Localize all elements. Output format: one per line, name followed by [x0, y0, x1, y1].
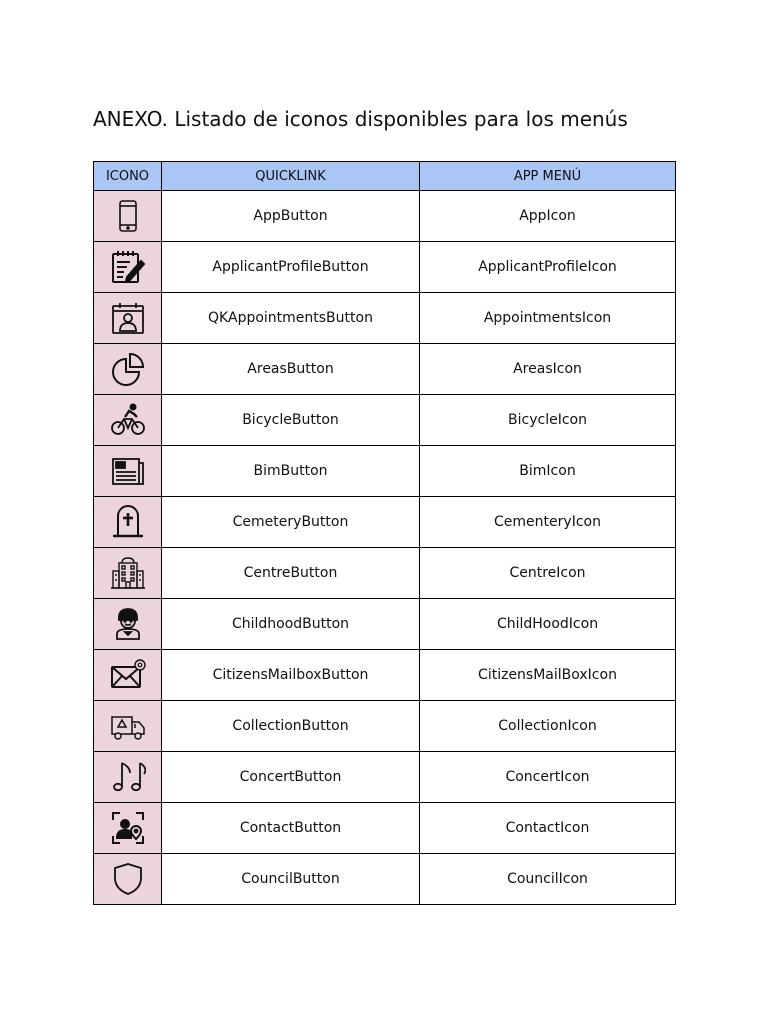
tombstone-cross-icon	[110, 504, 146, 540]
table-row	[94, 344, 676, 395]
app-menu-cell: ChildHoodIcon	[420, 599, 676, 650]
building-icon	[110, 555, 146, 591]
quicklink-cell: ApplicantProfileButton	[162, 242, 420, 293]
recycling-truck-icon	[110, 708, 146, 744]
table-row	[94, 395, 676, 446]
table-row	[94, 242, 676, 293]
quicklink-cell: BicycleButton	[162, 395, 420, 446]
table-row	[94, 752, 676, 803]
table-row	[94, 854, 676, 905]
table-row	[94, 548, 676, 599]
quicklink-cell: AreasButton	[162, 344, 420, 395]
shield-icon	[110, 861, 146, 897]
quicklink-cell: BimButton	[162, 446, 420, 497]
icon-cell	[94, 446, 162, 497]
icon-cell	[94, 293, 162, 344]
table-row	[94, 293, 676, 344]
table-row	[94, 701, 676, 752]
icon-cell	[94, 701, 162, 752]
app-menu-cell: CollectionIcon	[420, 701, 676, 752]
calendar-person-icon	[110, 300, 146, 336]
quicklink-cell: ChildhoodButton	[162, 599, 420, 650]
app-menu-cell: CouncilIcon	[420, 854, 676, 905]
icon-cell	[94, 548, 162, 599]
table-row	[94, 191, 676, 242]
icon-cell	[94, 497, 162, 548]
icon-cell	[94, 752, 162, 803]
quicklink-cell: CouncilButton	[162, 854, 420, 905]
envelope-at-icon	[110, 657, 146, 693]
icon-cell	[94, 395, 162, 446]
app-menu-cell: ContactIcon	[420, 803, 676, 854]
bicycle-rider-icon	[110, 402, 146, 438]
newspaper-icon	[110, 453, 146, 489]
table-header-row	[94, 162, 676, 191]
icon-cell	[94, 854, 162, 905]
pie-chart-icon	[110, 351, 146, 387]
quicklink-cell: QKAppointmentsButton	[162, 293, 420, 344]
app-menu-cell: BicycleIcon	[420, 395, 676, 446]
icon-table	[93, 161, 676, 905]
icon-cell	[94, 599, 162, 650]
table-row	[94, 650, 676, 701]
music-note-icon	[110, 759, 146, 795]
page-title: ANEXO. Listado de iconos disponibles para los menús	[93, 107, 628, 131]
quicklink-cell: CemeteryButton	[162, 497, 420, 548]
app-menu-cell: BimIcon	[420, 446, 676, 497]
icon-cell	[94, 344, 162, 395]
quicklink-cell: AppButton	[162, 191, 420, 242]
icon-cell	[94, 650, 162, 701]
app-menu-cell: CitizensMailBoxIcon	[420, 650, 676, 701]
app-menu-cell: CementeryIcon	[420, 497, 676, 548]
notepad-pencil-icon	[110, 249, 146, 285]
quicklink-cell: ConcertButton	[162, 752, 420, 803]
quicklink-cell: CentreButton	[162, 548, 420, 599]
app-menu-cell: AppointmentsIcon	[420, 293, 676, 344]
table-row	[94, 497, 676, 548]
table-row	[94, 803, 676, 854]
column-header-app-menu: APP MENÚ	[420, 162, 676, 191]
icon-cell	[94, 803, 162, 854]
icon-cell	[94, 191, 162, 242]
icon-cell	[94, 242, 162, 293]
smartphone-icon	[110, 198, 146, 234]
quicklink-cell: CitizensMailboxButton	[162, 650, 420, 701]
table-row	[94, 599, 676, 650]
column-header-icono: ICONO	[94, 162, 162, 191]
table-row	[94, 446, 676, 497]
app-menu-cell: AppIcon	[420, 191, 676, 242]
app-menu-cell: ConcertIcon	[420, 752, 676, 803]
app-menu-cell: ApplicantProfileIcon	[420, 242, 676, 293]
contact-scan-icon	[110, 810, 146, 846]
child-icon	[110, 606, 146, 642]
column-header-quicklink: QUICKLINK	[162, 162, 420, 191]
quicklink-cell: ContactButton	[162, 803, 420, 854]
app-menu-cell: CentreIcon	[420, 548, 676, 599]
quicklink-cell: CollectionButton	[162, 701, 420, 752]
app-menu-cell: AreasIcon	[420, 344, 676, 395]
